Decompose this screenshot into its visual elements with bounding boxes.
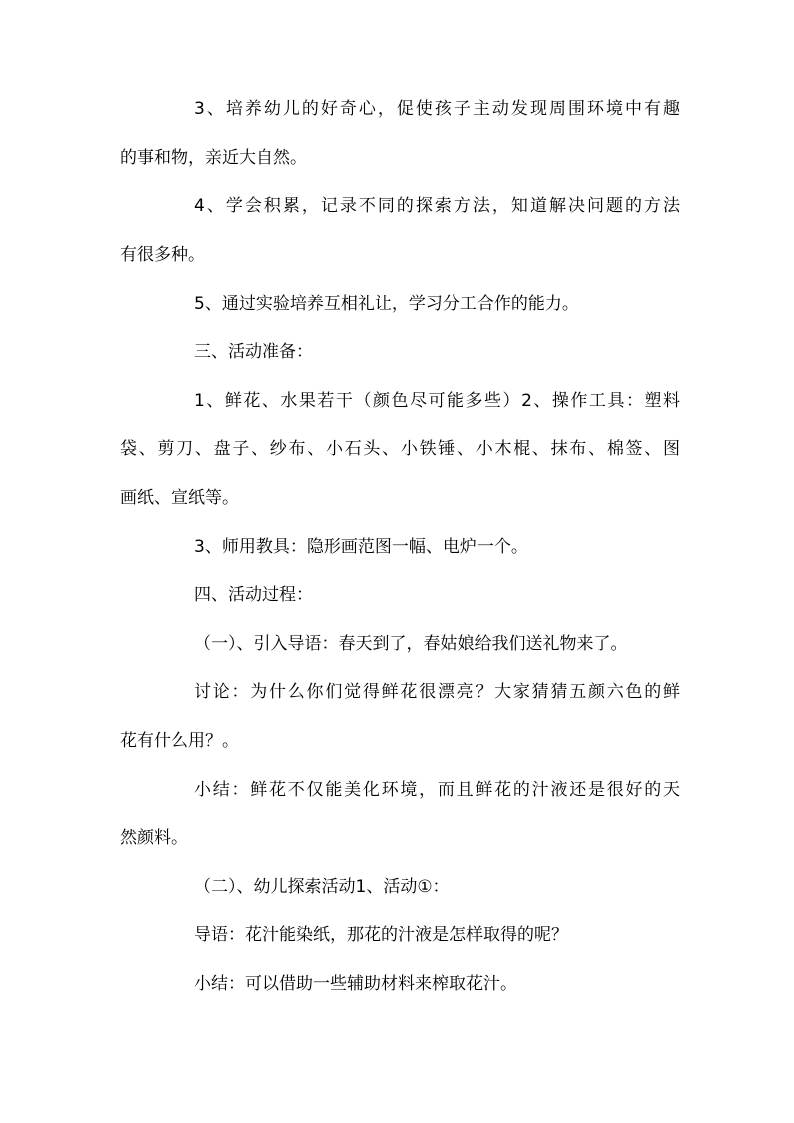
- text-line: 3、培养幼儿的好奇心，促使孩子主动发现周围环境中有趣: [194, 99, 680, 119]
- text-line: （二）、幼儿探索活动1、活动①：: [194, 877, 450, 897]
- text-line: 小结：鲜花不仅能美化环境，而且鲜花的汁液还是很好的天: [194, 780, 680, 800]
- text-line: 的事和物，亲近大自然。: [120, 148, 307, 168]
- text-line: 1、鲜花、水果若干（颜色尽可能多些）2、操作工具：塑料: [194, 391, 680, 411]
- text-line: 花有什么用？。: [120, 731, 239, 751]
- section-heading: 四、活动过程：: [194, 585, 313, 605]
- text-line: 4、学会积累，记录不同的探索方法，知道解决问题的方法: [194, 196, 680, 216]
- text-line: 3、师用教具：隐形画范图一幅、电炉一个。: [194, 537, 528, 557]
- section-heading: 三、活动准备：: [194, 342, 313, 362]
- text-line: 5、通过实验培养互相礼让，学习分工合作的能力。: [194, 294, 579, 314]
- text-line: （一）、引入导语：春天到了，春姑娘给我们送礼物来了。: [194, 634, 628, 654]
- text-line: 导语：花汁能染纸，那花的汁液是怎样取得的呢？: [194, 925, 568, 945]
- text-line: 然颜料。: [120, 828, 188, 848]
- text-line: 画纸、宣纸等。: [120, 488, 239, 508]
- text-line: 袋、剪刀、盘子、纱布、小石头、小铁锤、小木棍、抹布、棉签、图: [120, 439, 680, 459]
- text-line: 有很多种。: [120, 245, 205, 265]
- text-line: 讨论：为什么你们觉得鲜花很漂亮？大家猜猜五颜六色的鲜: [194, 682, 680, 702]
- text-line: 小结：可以借助一些辅助材料来榨取花汁。: [194, 974, 517, 994]
